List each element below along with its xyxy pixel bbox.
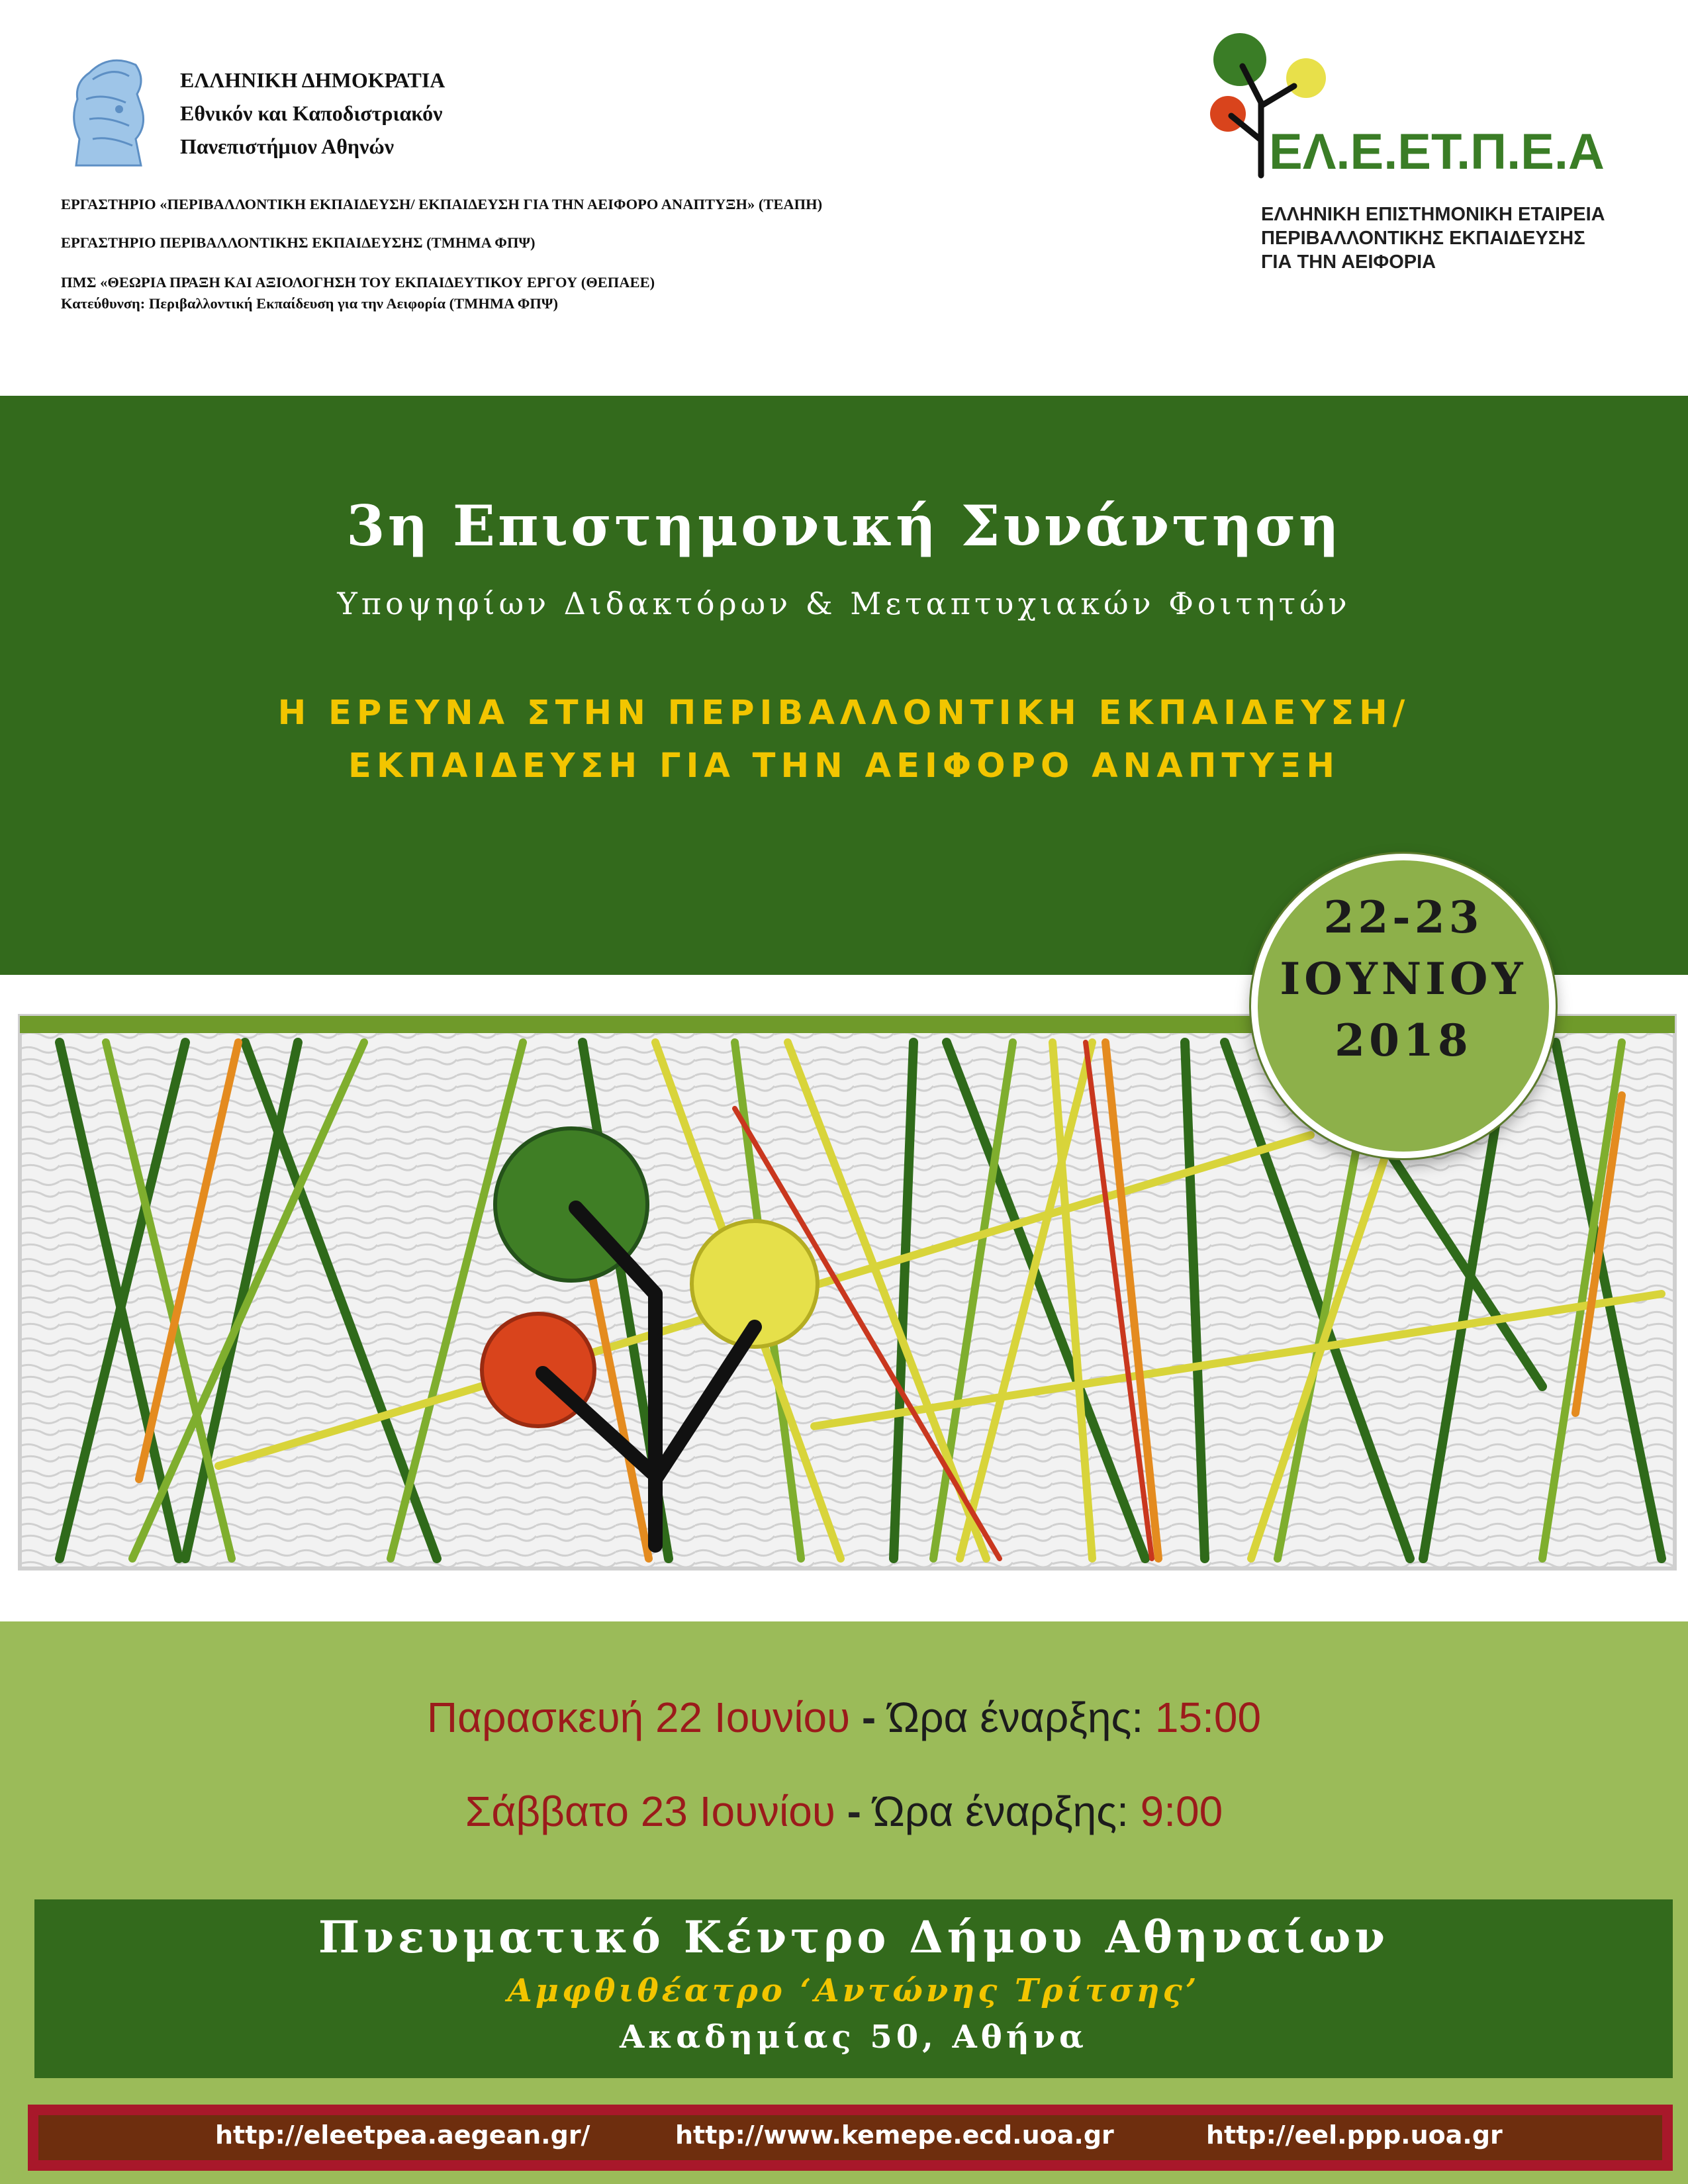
- venue-name: Πνευματικό Κέντρο Δήμου Αθηναίων: [318, 1911, 1389, 1963]
- university-line: Εθνικόν και Καποδιστριακόν: [180, 101, 443, 125]
- lab-line: ΕΡΓΑΣΤΗΡΙΟ ΠΕΡΙΒΑΛΛΟΝΤΙΚΗΣ ΕΚΠΑΙΔΕΥΣΗΣ (ΤΜΗΜΑ ΦΠΨ): [61, 234, 536, 251]
- research-theme-line: ΕΚΠΑΙΔΕΥΣΗ ΓΙΑ ΤΗΝ ΑΕΙΦΟΡΟ ΑΝΑΠΤΥΞΗ: [348, 747, 1340, 786]
- university-line: ΕΛΛΗΝΙΚΗ ΔΗΜΟΚΡΑΤΙΑ: [180, 68, 445, 92]
- society-full-name: [1261, 203, 1605, 274]
- date-badge-text: [1251, 887, 1556, 1071]
- society-acronym: ΕΛ.Ε.ΕΤ.Π.Ε.Α: [1269, 124, 1605, 180]
- university-line: Πανεπιστήμιον Αθηνών: [180, 134, 395, 158]
- schedule-start-label: Ώρα έναρξης:: [872, 1788, 1129, 1835]
- schedule-dash: -: [847, 1788, 861, 1835]
- link-eel[interactable]: http://eel.ppp.uoa.gr: [1206, 2120, 1503, 2150]
- lab-line: Κατεύθυνση: Περιβαλλοντική Εκπαίδευση για την Αειφορία (ΤΜΗΜΑ ΦΠΨ): [61, 295, 558, 312]
- research-theme: [0, 687, 1688, 793]
- lab-line: ΠΜΣ «ΘΕΩΡΙΑ ΠΡΑΞΗ ΚΑΙ ΑΞΙΟΛΟΓΗΣΗ ΤΟΥ ΕΚΠΑΙΔΕΥΤΙΚΟΥ ΕΡΓΟΥ (ΘΕΠΑΕΕ): [61, 274, 655, 291]
- date-range: 22-23: [1323, 891, 1483, 943]
- link-kemepe[interactable]: http://www.kemepe.ecd.uoa.gr: [675, 2120, 1114, 2150]
- eleetpea-society-logo: [1208, 33, 1605, 192]
- schedule-dash: -: [861, 1694, 876, 1741]
- event-title: 3η Επιστημονική Συνάντηση: [346, 493, 1342, 559]
- schedule-time: 9:00: [1140, 1788, 1223, 1835]
- research-theme-line: Η ΕΡΕΥΝΑ ΣΤΗΝ ΠΕΡΙΒΑΛΛΟΝΤΙΚΗ ΕΚΠΑΙΔΕΥΣΗ/: [277, 694, 1411, 733]
- athena-university-logo-icon: [63, 53, 152, 179]
- society-name-line: ΕΛΛΗΝΙΚΗ ΕΠΙΣΤΗΜΟΝΙΚΗ ΕΤΑΙΡΕΙΑ: [1261, 204, 1605, 225]
- date-year: 2018: [1335, 1015, 1472, 1066]
- date-month: ΙΟΥΝΙΟΥ: [1280, 953, 1527, 1005]
- venue-address: Ακαδημίας 50, Αθήνα: [620, 2019, 1088, 2056]
- society-name-line: ΓΙΑ ΤΗΝ ΑΕΙΦΟΡΙΑ: [1261, 251, 1436, 273]
- schedule-row-friday: [0, 1693, 1688, 1742]
- university-name: [180, 64, 445, 163]
- schedule-time: 15:00: [1154, 1694, 1262, 1741]
- schedule-day: Παρασκευή 22 Ιουνίου: [426, 1694, 851, 1741]
- link-eleetpea[interactable]: http://eleetpea.aegean.gr/: [215, 2120, 590, 2150]
- lab-line: ΕΡΓΑΣΤΗΡΙΟ «ΠΕΡΙΒΑΛΛΟΝΤΙΚΗ ΕΚΠΑΙΔΕΥΣΗ/ ΕΚΠΑΙΔΕΥΣΗ ΓΙΑ ΤΗΝ ΑΕΙΦΟΡΟ ΑΝΑΠΤΥΞΗ» (ΤΕΑΠΗ): [61, 196, 823, 212]
- schedule-start-label: Ώρα έναρξης:: [887, 1694, 1144, 1741]
- society-name-line: ΠΕΡΙΒΑΛΛΟΝΤΙΚΗΣ ΕΚΠΑΙΔΕΥΣΗΣ: [1261, 228, 1585, 249]
- schedule-row-saturday: [0, 1787, 1688, 1836]
- event-subtitle: Υποψηφίων Διδακτόρων & Μεταπτυχιακών Φοιτητών: [337, 586, 1351, 621]
- venue-hall: Αμφθιθέατρο ‘Αντώνης Τρίτσης’: [507, 1972, 1200, 2009]
- schedule-day: Σάββατο 23 Ιουνίου: [465, 1788, 835, 1835]
